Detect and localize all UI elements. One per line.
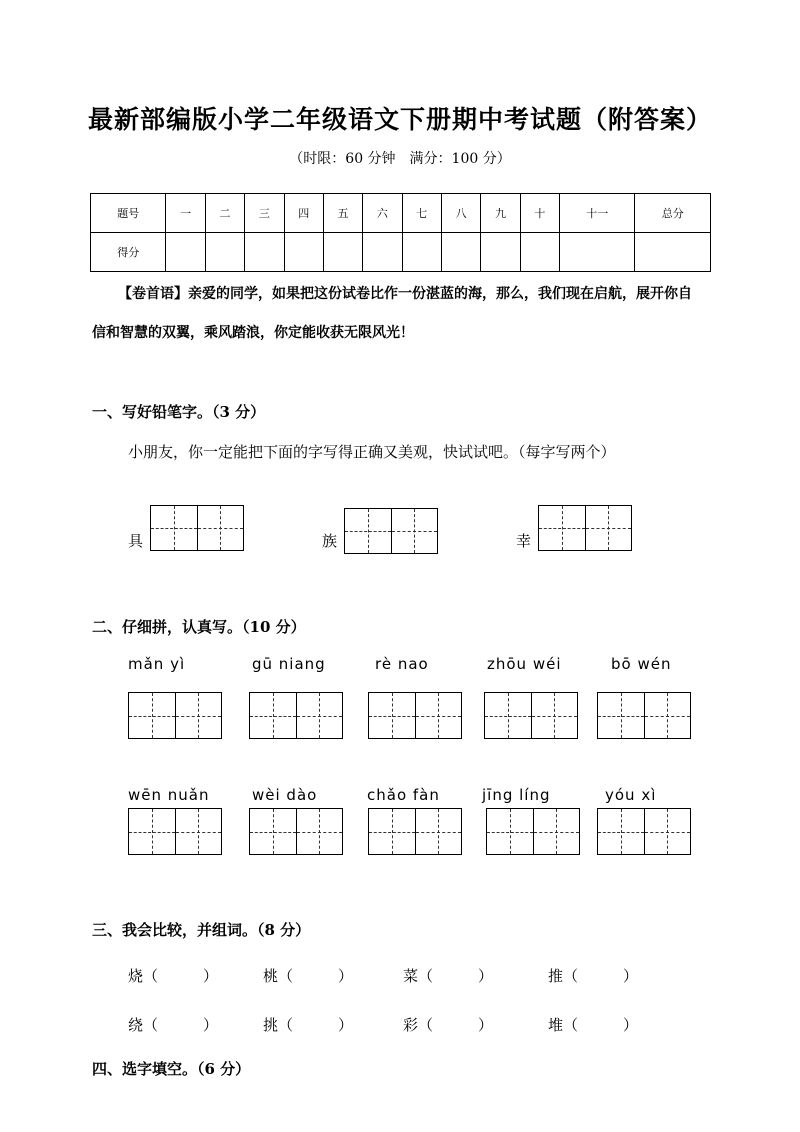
grid-cell[interactable] xyxy=(345,509,392,553)
grid-cell[interactable] xyxy=(369,693,416,738)
pinyin-label: jīng líng xyxy=(482,786,551,804)
grid-cell[interactable] xyxy=(487,809,534,854)
score-cell[interactable] xyxy=(635,233,711,272)
column-header: 六 xyxy=(363,194,402,233)
intro-text-line-2: 信和智慧的双翼，乘风踏浪，你定能收获无限风光！ xyxy=(92,325,414,341)
column-header: 五 xyxy=(323,194,362,233)
score-cell[interactable] xyxy=(441,233,480,272)
grid-cell[interactable] xyxy=(297,809,343,854)
column-header: 一 xyxy=(166,194,205,233)
grid-cell[interactable] xyxy=(416,809,462,854)
writing-grid[interactable] xyxy=(597,692,691,739)
score-cell[interactable] xyxy=(245,233,284,272)
compare-item[interactable]: 绕（ ） xyxy=(128,1016,219,1034)
pinyin-label: gū niang xyxy=(252,655,326,673)
grid-cell[interactable] xyxy=(129,693,176,738)
pinyin-label: yóu xì xyxy=(605,786,657,804)
score-cell[interactable] xyxy=(481,233,520,272)
column-header: 十 xyxy=(520,194,559,233)
section-1-instruction: 小朋友，你一定能把下面的字写得正确又美观，快试试吧。（每字写两个） xyxy=(128,443,616,461)
grid-cell[interactable] xyxy=(176,693,222,738)
score-cell[interactable] xyxy=(323,233,362,272)
grid-cell[interactable] xyxy=(534,809,580,854)
practice-char: 具 xyxy=(128,532,144,550)
practice-char: 幸 xyxy=(516,532,532,550)
score-cell[interactable] xyxy=(205,233,244,272)
column-header: 二 xyxy=(205,194,244,233)
grid-cell[interactable] xyxy=(151,506,198,550)
writing-grid[interactable] xyxy=(538,505,632,551)
score-cell[interactable] xyxy=(363,233,402,272)
score-cell[interactable] xyxy=(560,233,635,272)
writing-grid[interactable] xyxy=(344,508,438,554)
column-header: 三 xyxy=(245,194,284,233)
writing-grid[interactable] xyxy=(249,692,343,739)
grid-cell[interactable] xyxy=(129,809,176,854)
grid-cell[interactable] xyxy=(539,506,586,550)
column-header: 七 xyxy=(402,194,441,233)
section-4-title: 四、选字填空。（6 分） xyxy=(92,1060,251,1078)
writing-grid[interactable] xyxy=(128,808,222,855)
section-2-title: 二、仔细拼，认真写。（10 分） xyxy=(92,618,306,636)
table-row xyxy=(91,233,711,272)
column-header: 总分 xyxy=(635,194,711,233)
grid-cell[interactable] xyxy=(586,506,632,550)
table-row xyxy=(91,194,711,233)
intro-text-line-1: 【卷首语】亲爱的同学，如果把这份试卷比作一份湛蓝的海，那么，我们现在启航，展开你自 xyxy=(118,286,692,302)
grid-cell[interactable] xyxy=(250,809,297,854)
section-1-title: 一、写好铅笔字。（3 分） xyxy=(92,403,266,421)
pinyin-label: mǎn yì xyxy=(128,655,186,673)
writing-grid[interactable] xyxy=(484,692,578,739)
exam-info: （时限：60 分钟 满分：100 分） xyxy=(289,151,511,167)
compare-item[interactable]: 堆（ ） xyxy=(548,1016,639,1034)
compare-item[interactable]: 烧（ ） xyxy=(128,967,219,985)
grid-cell[interactable] xyxy=(416,693,462,738)
column-header: 九 xyxy=(481,194,520,233)
page-title: 最新部编版小学二年级语文下册期中考试题（附答案） xyxy=(87,105,712,134)
row-label: 得分 xyxy=(91,233,166,272)
grid-cell[interactable] xyxy=(250,693,297,738)
pinyin-label: rè nao xyxy=(375,655,429,673)
compare-item[interactable]: 挑（ ） xyxy=(263,1016,354,1034)
grid-cell[interactable] xyxy=(485,693,532,738)
writing-grid[interactable] xyxy=(249,808,343,855)
grid-cell[interactable] xyxy=(297,693,343,738)
compare-item[interactable]: 菜（ ） xyxy=(403,967,494,985)
grid-cell[interactable] xyxy=(392,509,438,553)
compare-item[interactable]: 推（ ） xyxy=(548,967,639,985)
writing-grid[interactable] xyxy=(597,808,691,855)
grid-cell[interactable] xyxy=(176,809,222,854)
writing-grid[interactable] xyxy=(368,808,462,855)
row-label: 题号 xyxy=(91,194,166,233)
score-cell[interactable] xyxy=(284,233,323,272)
section-3-title: 三、我会比较，并组词。（8 分） xyxy=(92,921,311,939)
grid-cell[interactable] xyxy=(645,809,691,854)
writing-grid[interactable] xyxy=(486,808,580,855)
writing-grid[interactable] xyxy=(128,692,222,739)
score-cell[interactable] xyxy=(402,233,441,272)
grid-cell[interactable] xyxy=(598,693,645,738)
compare-item[interactable]: 彩（ ） xyxy=(403,1016,494,1034)
grid-cell[interactable] xyxy=(645,693,691,738)
writing-grid[interactable] xyxy=(368,692,462,739)
score-cell[interactable] xyxy=(166,233,205,272)
column-header: 十一 xyxy=(560,194,635,233)
grid-cell[interactable] xyxy=(532,693,578,738)
score-cell[interactable] xyxy=(520,233,559,272)
grid-cell[interactable] xyxy=(198,506,244,550)
writing-grid[interactable] xyxy=(150,505,244,551)
practice-char: 族 xyxy=(322,532,338,550)
grid-cell[interactable] xyxy=(369,809,416,854)
pinyin-label: zhōu wéi xyxy=(487,655,562,673)
column-header: 四 xyxy=(284,194,323,233)
compare-item[interactable]: 桃（ ） xyxy=(263,967,354,985)
pinyin-label: wèi dào xyxy=(252,786,318,804)
score-table xyxy=(90,193,711,272)
pinyin-label: wēn nuǎn xyxy=(128,786,210,804)
pinyin-label: bō wén xyxy=(611,655,672,673)
grid-cell[interactable] xyxy=(598,809,645,854)
pinyin-label: chǎo fàn xyxy=(367,786,440,804)
column-header: 八 xyxy=(441,194,480,233)
